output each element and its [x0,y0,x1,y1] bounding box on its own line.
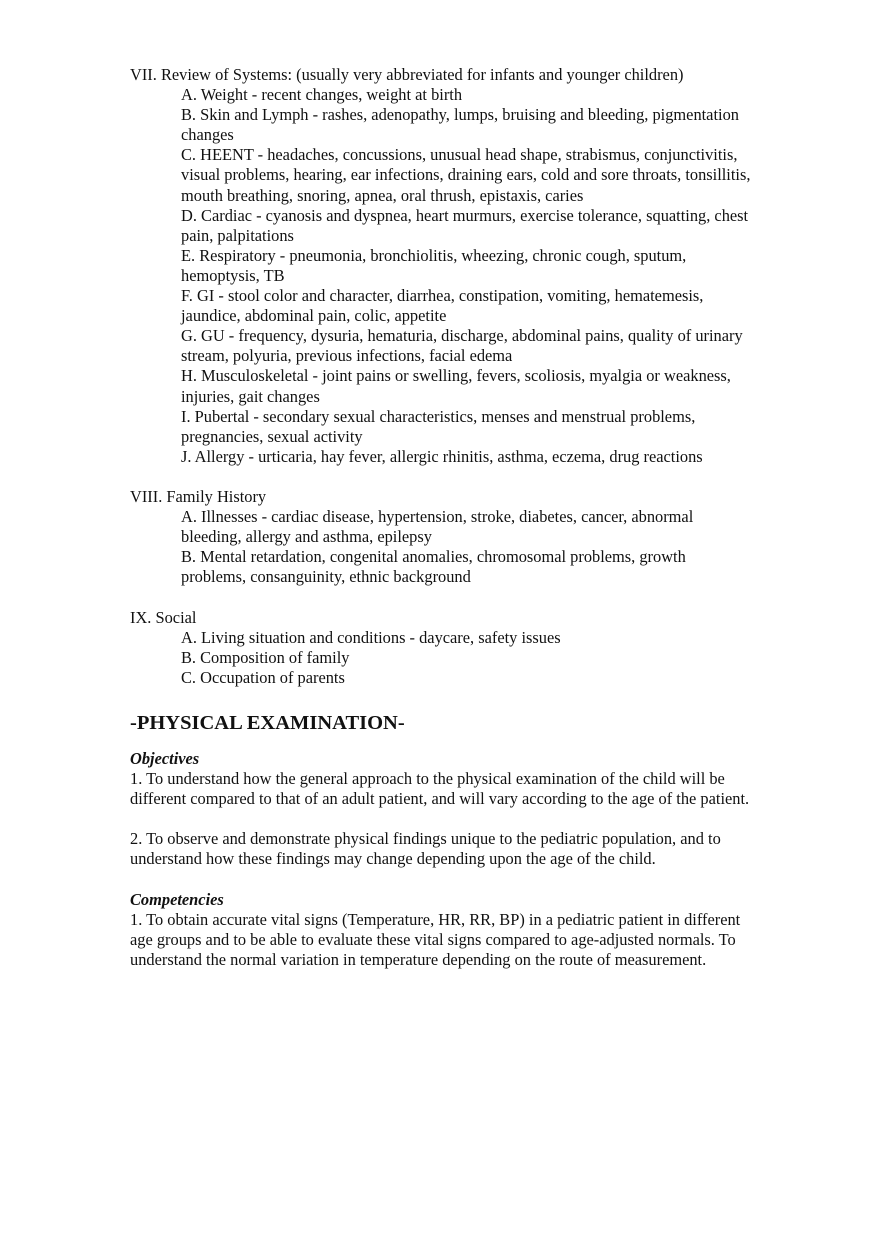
objectives-block [130,749,770,870]
section-review-of-systems [130,65,770,467]
list-item: C. HEENT - headaches, concussions, unusual head shape, strabismus, conjunctivitis, visual problems, hearing, ear infections, draining ears, cold and sore throats, tonsillitis, mouth breathing, snoring, apnea, oral thrush, epistaxis, caries [181,145,751,205]
list-item: C. Occupation of parents [181,667,345,687]
section-items [130,507,751,587]
spacer [130,467,770,487]
list-item: A. Weight - recent changes, weight at birth [181,85,463,105]
physical-examination-heading: -PHYSICAL EXAMINATION- [130,711,405,734]
list-item: B. Composition of family [181,647,350,667]
competency-paragraph: 1. To obtain accurate vital signs (Temperature, HR, RR, BP) in a pediatric patient in different age groups and to be able to evaluate these vital signs compared to age-adjusted normals. To understand the normal variation in temperature depending on the route of measurement. [130,909,741,969]
section-family-history [130,487,770,587]
list-item: G. GU - frequency, dysuria, hematuria, discharge, abdominal pains, quality of urinary stream, polyuria, previous infections, facial edema [181,326,743,366]
spacer [130,869,770,889]
section-social [130,608,770,688]
section-items [130,85,751,467]
list-item: E. Respiratory - pneumonia, bronchiolitis, wheezing, chronic cough, sputum, hemoptysis, TB [181,245,687,285]
page-content [130,65,770,970]
list-item: I. Pubertal - secondary sexual characteristics, menses and menstrual problems, pregnancies, sexual activity [181,406,696,446]
list-item: B. Skin and Lymph - rashes, adenopathy, lumps, bruising and bleeding, pigmentation changes [181,105,739,145]
section-title: IX. Social [130,607,197,627]
spacer [130,809,770,829]
objectives-title: Objectives [130,748,200,768]
objective-paragraph: 2. To observe and demonstrate physical findings unique to the pediatric population, and to understand how these findings may change depending upon the age of the child. [130,829,721,869]
list-item: F. GI - stool color and character, diarrhea, constipation, vomiting, hematemesis, jaundice, abdominal pain, colic, appetite [181,286,704,326]
list-item: A. Illnesses - cardiac disease, hypertension, stroke, diabetes, cancer, abnormal bleeding, allergy and asthma, epilepsy [181,507,694,547]
list-item: B. Mental retardation, congenital anomalies, chromosomal problems, growth problems, consanguinity, ethnic background [181,547,686,587]
list-item: H. Musculoskeletal - joint pains or swelling, fevers, scoliosis, myalgia or weakness, injuries, gait changes [181,366,731,406]
list-item: D. Cardiac - cyanosis and dyspnea, heart murmurs, exercise tolerance, squatting, chest pain, palpitations [181,205,749,245]
section-title: VII. Review of Systems: (usually very abbreviated for infants and younger children) [130,65,684,84]
list-item: J. Allergy - urticaria, hay fever, allergic rhinitis, asthma, eczema, drug reactions [181,446,703,466]
spacer [130,587,770,607]
list-item: A. Living situation and conditions - daycare, safety issues [181,627,561,647]
objective-paragraph: 1. To understand how the general approach to the physical examination of the child will be different compared to that of an adult patient, and will vary according to the age of the patient. [130,769,750,809]
section-title: VIII. Family History [130,486,267,506]
competencies-block [130,890,770,970]
competencies-title: Competencies [130,889,224,909]
section-items [130,628,751,688]
